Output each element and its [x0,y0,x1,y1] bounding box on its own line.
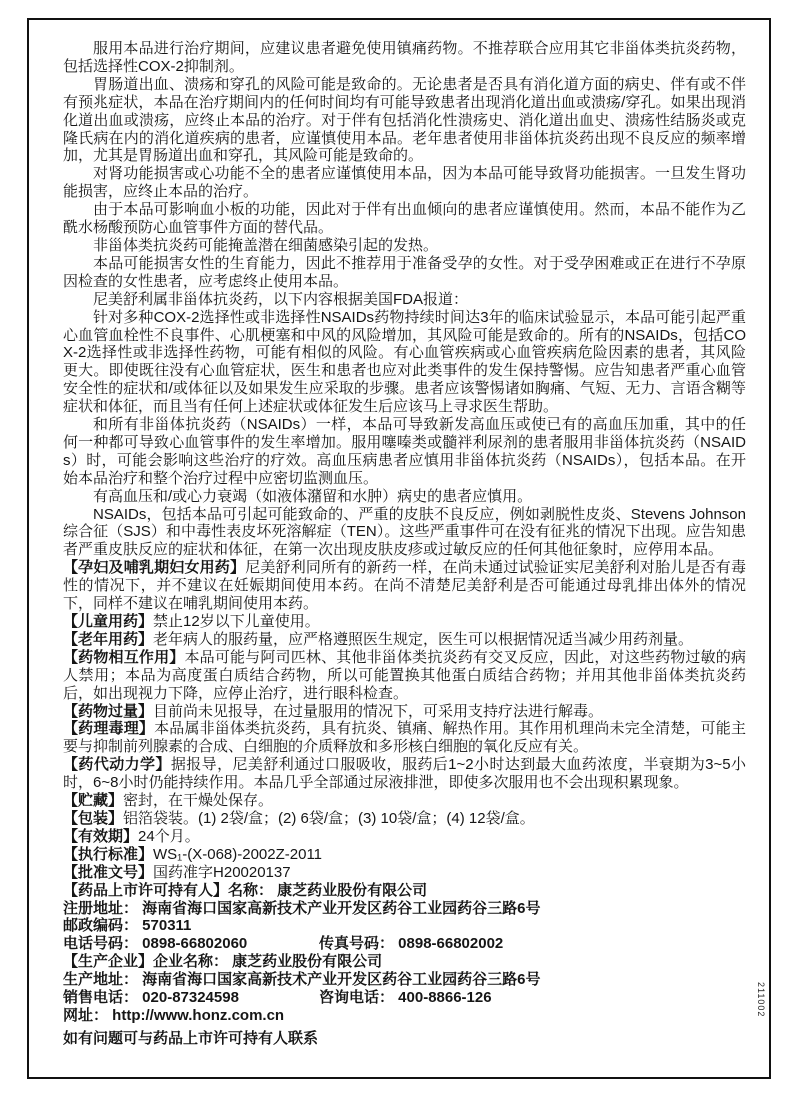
section-overdose [63,703,746,721]
section-text: 24个月。 [138,827,200,845]
section-elderly [63,631,746,649]
manufacturer-address-line: 生产地址： 海南省海口国家高新技术产业开发区药谷工业园药谷三路6号 [63,971,541,989]
body-paragraph: 和所有非甾体抗炎药（NSAIDs）一样，本品可导致新发高血压或使已有的高血压加重，其中的任何一种都可导致心血管事件的发生率增加。服用噻嗪类或髓袢利尿剂的患者服用非甾体抗炎药（NSAIDs）时，可能会影响这些治疗的疗效。高血压病患者应慎用非甾体抗炎药（NSAIDs），包括本品。在开始本品治疗和整个治疗过程中应密切监测血压。 [63,416,746,487]
holder-postcode-line: 邮政编码： 570311 [63,917,192,935]
section-label: 【执行标准】 [63,845,154,863]
section-approval-number [63,864,746,882]
footer-note: 如有问题可与药品上市许可持有人联系 [63,1029,319,1047]
section-text: WS₁-(X-068)-2002Z-2011 [153,845,323,863]
section-storage [63,792,746,810]
holder-phone: 电话号码： 0898-66802060 [63,935,248,953]
section-label: 【老年用药】 [63,630,154,648]
section-text: 铝箔袋装。(1) 2袋/盒；(2) 6袋/盒；(3) 10袋/盒；(4) 12袋/盒。 [123,809,535,827]
section-text: 老年病人的服药量，应严格遵照医生规定，医生可以根据情况适当减少用药剂量。 [153,630,694,648]
sales-consult-phone-line [63,989,746,1007]
section-text: 尼美舒利同所有的新药一样，在尚未通过试验证实尼美舒利对胎儿是否有毒性的情况下，并不建议在妊娠期间使用本药。在尚不清楚尼美舒利是否可能通过母乳排出体外的情况下，同样不建议在哺乳期间使用本药。 [63,559,746,613]
insert-text-block [63,40,746,1048]
consult-phone: 咨询电话： 400-8866-126 [319,989,492,1007]
body-paragraph: 非甾体类抗炎药可能掩盖潜在细菌感染引起的发热。 [93,236,439,254]
section-text: 禁止12岁以下儿童使用。 [153,613,320,630]
section-pregnancy-nursing [63,559,746,613]
holder-fax: 传真号码： 0898-66802002 [319,935,504,953]
body-paragraph: 服用本品进行治疗期间，应建议患者避免使用镇痛药物。不推荐联合应用其它非甾体类抗炎药物，包括选择性COX-2抑制剂。 [63,40,746,75]
manufacturer-name-line: 【生产企业】企业名称： 康芝药业股份有限公司 [63,953,383,971]
holder-phone-fax-line [63,935,746,953]
section-text: 本品可能与阿司匹林、其他非甾体类抗炎药有交叉反应，因此，对这些药物过敏的病人禁用；本品为高度蛋白质结合药物，所以可能置换其他蛋白质结合药物；并用其他非甾体类抗炎药后，如出现视力下降，应停止治疗，进行眼科检查。 [63,648,746,702]
website-line: 网址： http://www.honz.com.cn [63,1006,285,1024]
section-label: 【包装】 [63,809,124,827]
body-paragraph: 本品可能损害女性的生育能力，因此不推荐用于准备受孕的女性。对于受孕困难或正在进行不孕原因检查的女性患者，应考虑终止使用本品。 [63,254,746,290]
body-paragraph: NSAIDs，包括本品可引起可能致命的、严重的皮肤不良反应，例如剥脱性皮炎、Stevens Johnson综合征（SJS）和中毒性表皮坏死溶解症（TEN）。这些严重事件可在没有征兆的情况下出现。应告知患者严重皮肤反应的症状和体征，在第一次出现皮肤皮疹或过敏反应的任何其他征象时，应停用本品。 [63,505,746,559]
body-paragraph: 有高血压和/或心力衰竭（如液体潴留和水肿）病史的患者应慎用。 [93,487,533,505]
body-paragraph: 尼美舒利属非甾体抗炎药，以下内容根据美国FDA报道： [93,290,469,308]
section-label: 【孕妇及哺乳期妇女用药】 [63,559,246,577]
section-label: 【药代动力学】 [63,756,171,774]
section-text: 据报导，尼美舒利通过口服吸收，服药后1~2小时达到最大血药浓度，半衰期为3~5小时，6~8小时仍能持续作用。本品几乎全部通过尿液排泄，即使多次服用也不会出现积累现象。 [63,756,746,792]
body-paragraph: 胃肠道出血、溃疡和穿孔的风险可能是致命的。无论患者是否具有消化道方面的病史、伴有或不伴有预兆症状，本品在治疗期间内的任何时间均有可能导致患者出现消化道出血或溃疡/穿孔。如果出现消化道出血或溃疡，应终止本品的治疗。对于伴有包括消化性溃疡史、消化道出血史、溃疡性结肠炎或克隆氏病在内的消化道疾病的患者，应谨慎使用本品。老年患者使用非甾体抗炎药出现不良反应的频率增加，尤其是胃肠道出血和穿孔，其风险可能是致命的。 [63,75,746,165]
section-label: 【有效期】 [63,827,139,845]
holder-registered-address-line: 注册地址： 海南省海口国家高新技术产业开发区药谷工业园药谷三路6号 [63,899,541,917]
section-text: 本品属非甾体类抗炎药，具有抗炎、镇痛、解热作用。其作用机理尚未完全清楚，可能主要与抑制前列腺素的合成、白细胞的介质释放和多形核白细胞的氧化反应有关。 [63,720,746,756]
section-label: 【贮藏】 [63,792,124,810]
section-packaging [63,810,746,828]
section-text: 密封，在干燥处保存。 [123,792,274,810]
body-paragraph: 对肾功能损害或心功能不全的患者应谨慎使用本品，因为本品可能导致肾功能损害。一旦发生肾功能损害，应终止本品的治疗。 [63,165,746,201]
body-paragraph: 由于本品可影响血小板的功能，因此对于伴有出血倾向的患者应谨慎使用。然而，本品不能作为乙酰水杨酸预防心血管事件方面的替代品。 [63,201,746,237]
print-code-vertical: 211002 [756,982,766,1018]
section-children [63,613,746,631]
section-executive-standard [63,846,746,864]
section-label: 【儿童用药】 [63,613,154,630]
sales-phone: 销售电话： 020-87324598 [63,989,239,1007]
section-text: 国药准字H20020137 [153,863,291,881]
section-validity-period [63,828,746,846]
body-paragraph: 针对多种COX-2选择性或非选择性NSAIDs药物持续时间达3年的临床试验显示，本品可能引起严重心血管血栓性不良事件、心肌梗塞和中风的风险增加，其风险可能是致命的。所有的NSAIDs，包括COX-2选择性或非选择性药物，可能有相似的风险。有心血管疾病或心血管疾病危险因素的患者，其风险更大。即使既往没有心血管症状，医生和患者也应对此类事件的发生保持警惕。应告知患者严重心血管安全性的症状和/或体征以及如果发生应采取的步骤。患者应该警惕诸如胸痛、气短、无力、言语含糊等症状和体征，而且当有任何上述症状或体征发生后应该马上寻求医生帮助。 [63,308,746,416]
section-label: 【药物相互作用】 [63,648,185,666]
section-label: 【批准文号】 [63,863,154,881]
section-pharmacology-toxicology [63,720,746,756]
holder-name-line: 【药品上市许可持有人】名称： 康芝药业股份有限公司 [63,881,428,899]
section-label: 【药物过量】 [63,702,154,720]
section-pharmacokinetics [63,756,746,792]
section-text: 目前尚未见报导，在过量服用的情况下，可采用支持疗法进行解毒。 [153,702,604,720]
section-drug-interactions [63,649,746,703]
section-label: 【药理毒理】 [63,720,155,738]
